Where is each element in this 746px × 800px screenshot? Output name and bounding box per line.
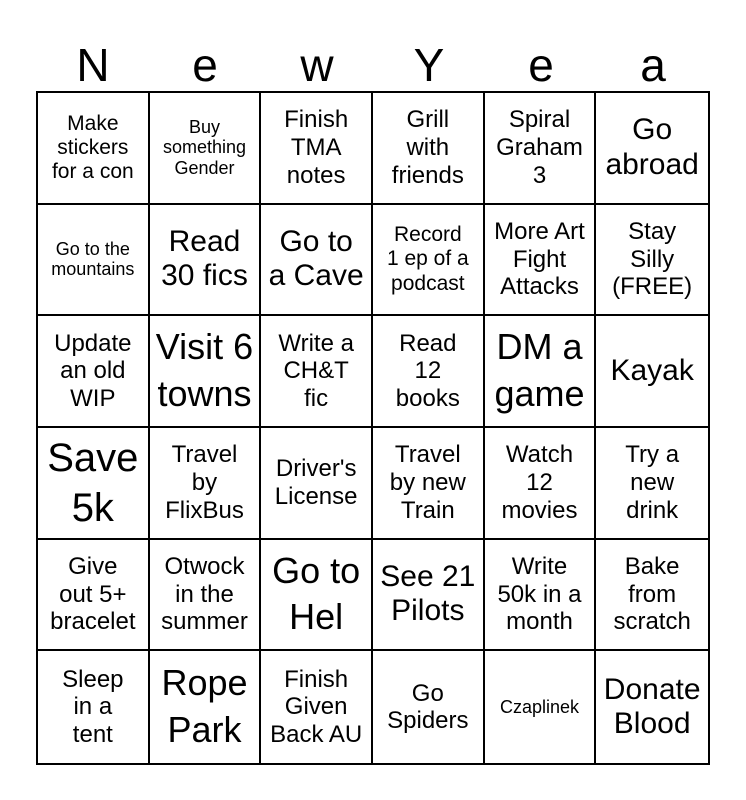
bingo-cell[interactable] <box>596 316 708 428</box>
bingo-cell[interactable] <box>261 316 373 428</box>
cell-text: Make stickers for a con <box>51 111 134 183</box>
cell-text: Write 50k in a month <box>497 553 582 636</box>
bingo-cell[interactable] <box>150 540 262 652</box>
title-letter: e <box>192 39 218 91</box>
cell-text: Finish Given Back AU <box>270 665 363 748</box>
bingo-cell[interactable] <box>596 540 708 652</box>
title-letter: e <box>528 39 554 91</box>
cell-text: Buy something Gender <box>162 116 247 179</box>
bingo-board <box>36 91 710 765</box>
bingo-cell[interactable] <box>261 540 373 652</box>
bingo-cell[interactable] <box>373 428 485 540</box>
bingo-cell[interactable] <box>150 205 262 317</box>
cell-text: Grill with friends <box>391 106 464 189</box>
bingo-cell[interactable] <box>38 93 150 205</box>
bingo-cell[interactable] <box>373 93 485 205</box>
cell-text: Update an old WIP <box>54 329 132 412</box>
bingo-cell[interactable] <box>373 205 485 317</box>
cell-text: Czaplinek <box>499 696 580 717</box>
cell-text: Go Spiders <box>387 679 469 735</box>
bingo-cell[interactable] <box>150 316 262 428</box>
cell-text: Go abroad <box>605 113 699 181</box>
cell-text: Driver's License <box>274 455 358 510</box>
bingo-cell[interactable] <box>38 651 150 763</box>
title-letter: w <box>300 39 334 91</box>
cell-text: Otwock in the summer <box>161 553 248 636</box>
bingo-cell[interactable] <box>485 93 597 205</box>
bingo-cell[interactable] <box>150 651 262 763</box>
cell-text: Travel by new Train <box>389 441 466 524</box>
bingo-cell[interactable] <box>596 428 708 540</box>
bingo-cell[interactable] <box>485 316 597 428</box>
cell-text: Read 12 books <box>395 329 460 412</box>
bingo-cell[interactable] <box>596 651 708 763</box>
bingo-cell[interactable] <box>596 93 708 205</box>
bingo-cell[interactable] <box>261 428 373 540</box>
bingo-cell[interactable] <box>150 93 262 205</box>
bingo-cell[interactable] <box>38 428 150 540</box>
cell-text: Read 30 fics <box>161 224 248 293</box>
bingo-cell[interactable] <box>150 428 262 540</box>
bingo-cell[interactable] <box>261 651 373 763</box>
bingo-cell[interactable] <box>373 651 485 763</box>
cell-text: Visit 6 towns <box>155 326 254 415</box>
title-letter: Y <box>413 39 445 91</box>
bingo-cell[interactable] <box>38 205 150 317</box>
bingo-cell[interactable] <box>261 205 373 317</box>
bingo-cell[interactable] <box>38 540 150 652</box>
cell-text: Finish TMA notes <box>284 106 349 189</box>
bingo-cell[interactable] <box>485 651 597 763</box>
bingo-cell[interactable] <box>38 316 150 428</box>
cell-text: Sleep in a tent <box>62 665 124 748</box>
cell-text: Write a CH&T fic <box>278 329 354 412</box>
cell-text: Travel by FlixBus <box>165 441 244 524</box>
cell-text: Go to Hel <box>272 549 361 638</box>
cell-text: More Art Fight Attacks <box>494 218 585 301</box>
cell-text: Save 5k <box>47 435 139 530</box>
cell-text: Donate Blood <box>603 672 701 741</box>
cell-text: Bake from scratch <box>613 553 691 636</box>
cell-text: Watch 12 movies <box>501 441 578 524</box>
cell-text: Stay Silly (FREE) <box>612 218 693 301</box>
cell-text: Rope Park <box>161 662 248 751</box>
cell-text: Kayak <box>610 353 694 387</box>
bingo-cell[interactable] <box>485 205 597 317</box>
bingo-cell[interactable] <box>373 316 485 428</box>
title-letter: a <box>640 39 666 91</box>
cell-text: Record 1 ep of a podcast <box>386 223 469 295</box>
bingo-cell[interactable] <box>596 205 708 317</box>
bingo-cell[interactable] <box>485 540 597 652</box>
cell-text: Go to a Cave <box>268 224 364 293</box>
bingo-title <box>37 38 709 92</box>
cell-text: DM a game <box>494 326 585 415</box>
cell-text: Try a new drink <box>625 441 680 524</box>
cell-text: See 21 Pilots <box>380 559 476 628</box>
cell-text: Spiral Graham 3 <box>496 106 583 189</box>
bingo-cell[interactable] <box>261 93 373 205</box>
bingo-cell[interactable] <box>373 540 485 652</box>
bingo-cell[interactable] <box>485 428 597 540</box>
cell-text: Give out 5+ bracelet <box>50 553 136 636</box>
title-letter: N <box>76 39 110 91</box>
cell-text: Go to the mountains <box>51 238 135 280</box>
